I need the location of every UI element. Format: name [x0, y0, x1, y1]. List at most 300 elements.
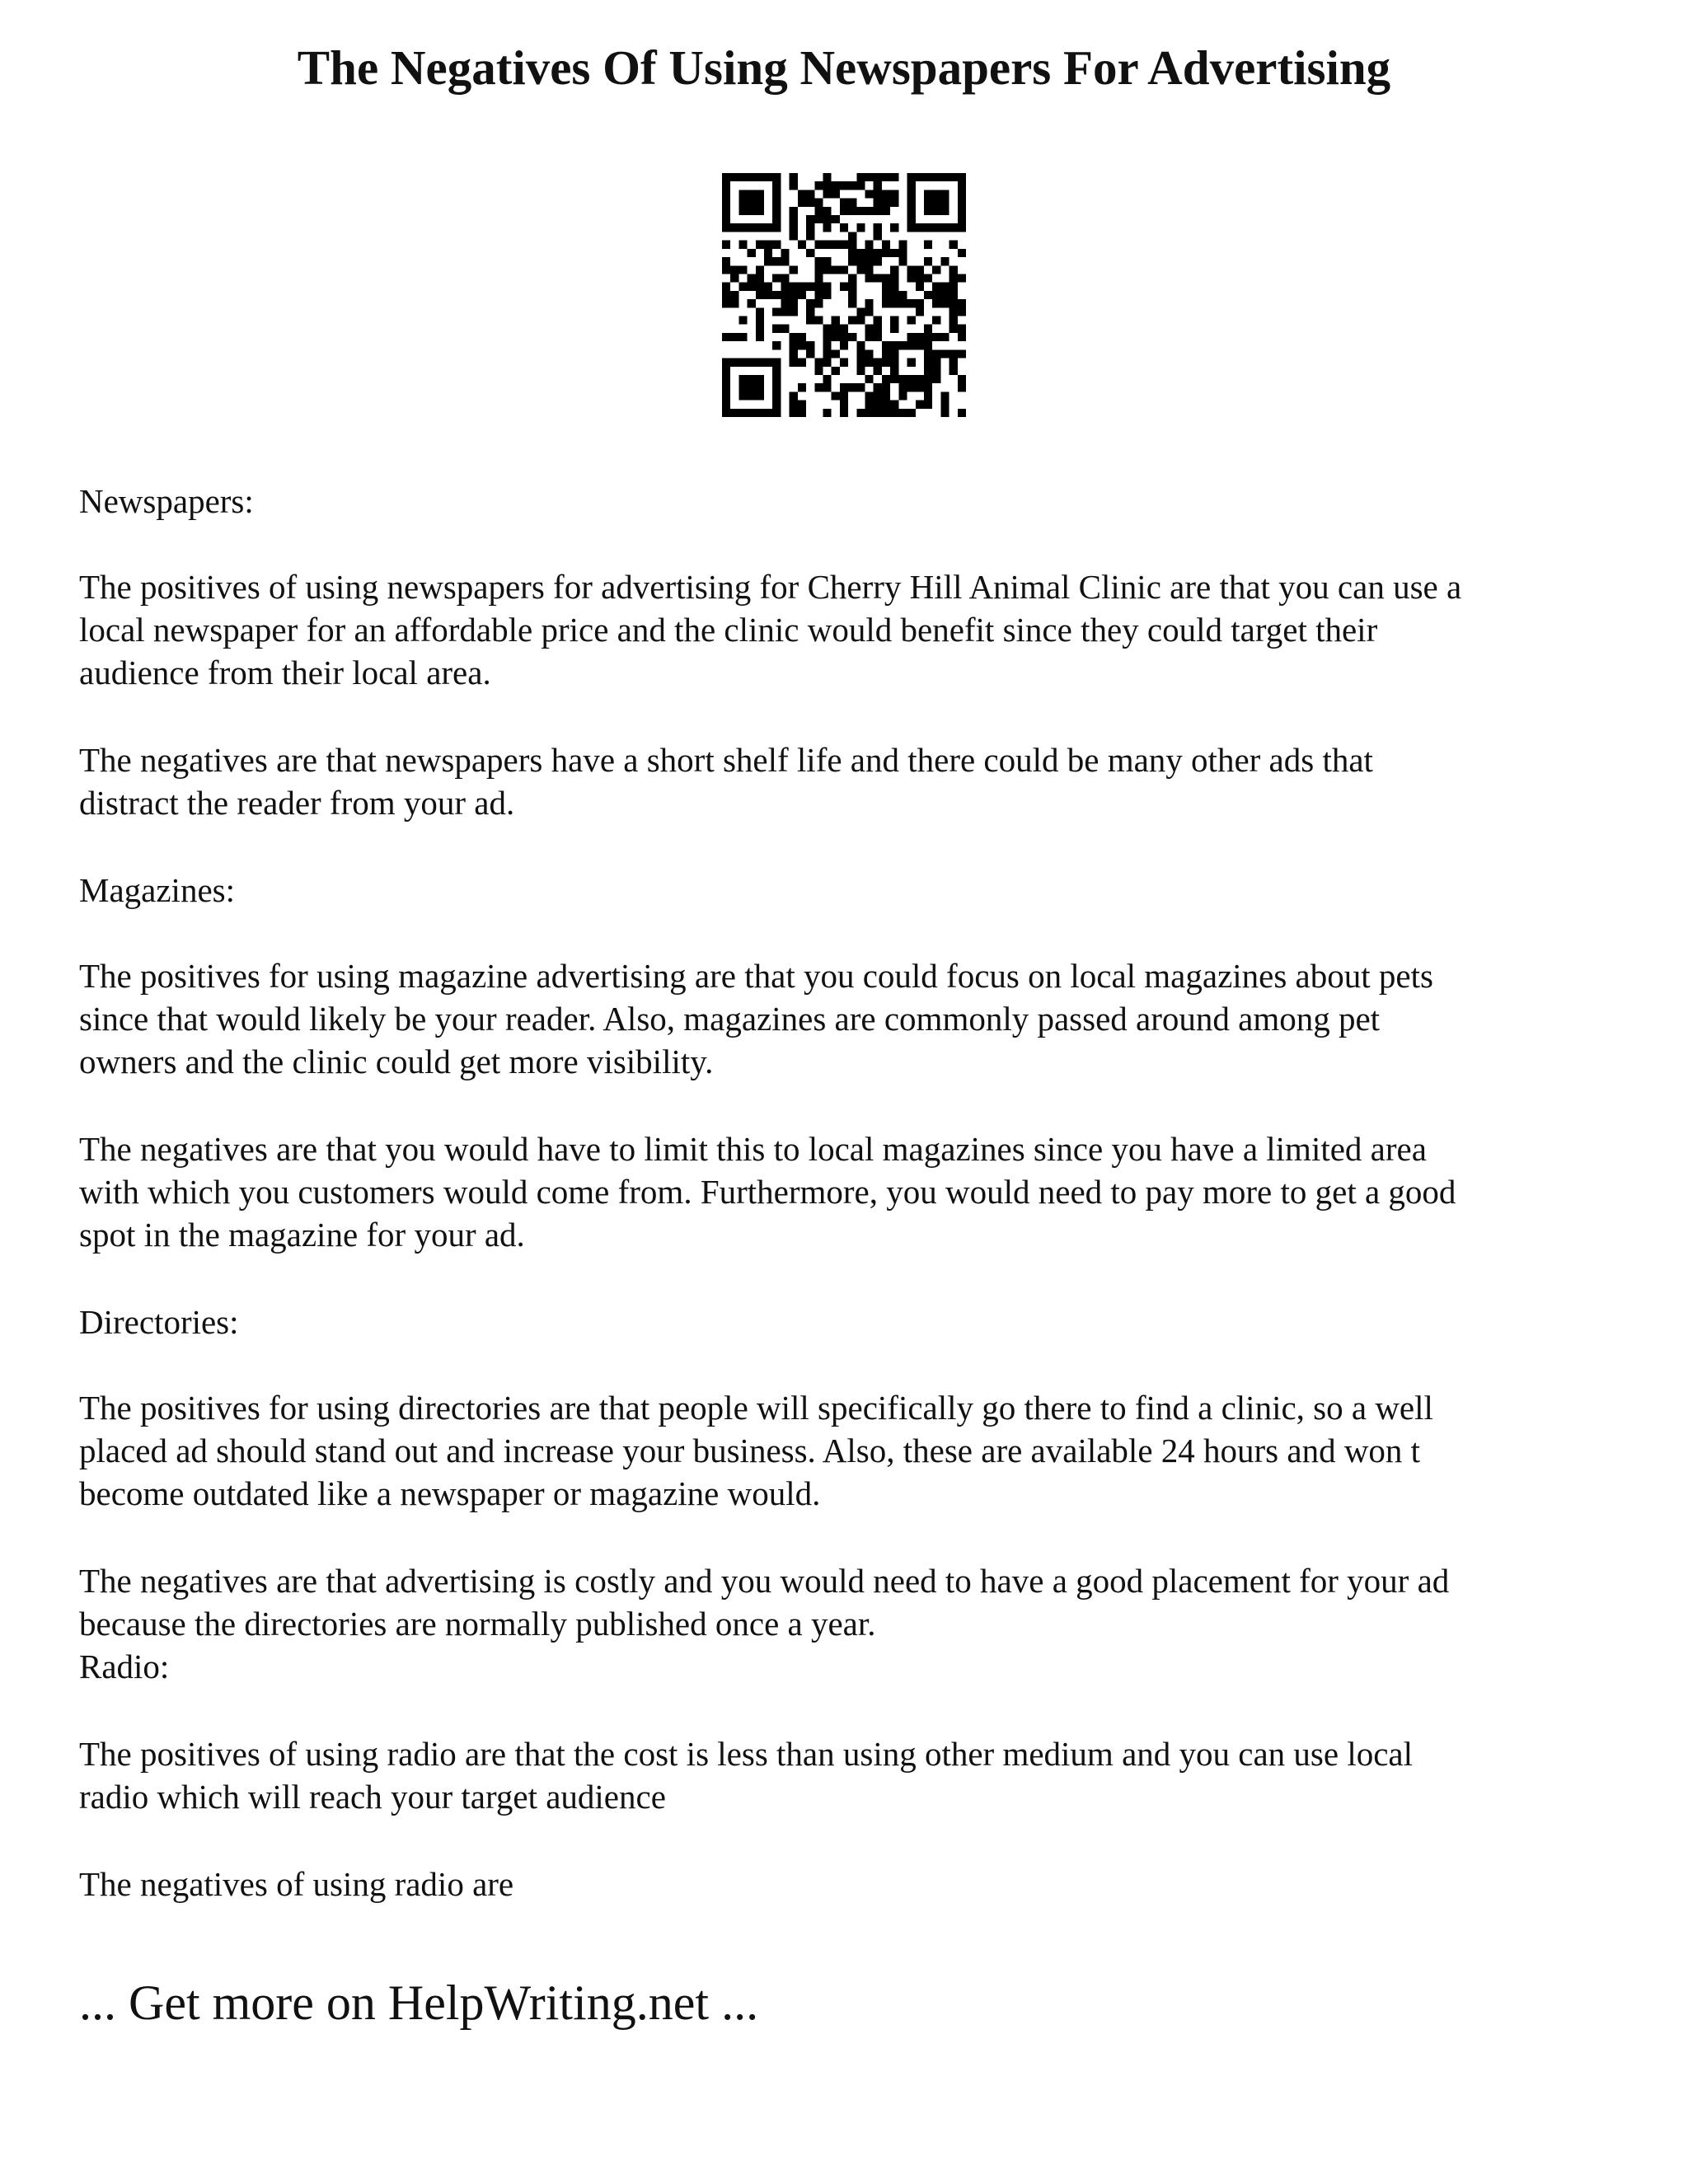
qr-module	[848, 274, 856, 282]
qr-module	[848, 181, 856, 190]
qr-module	[814, 207, 823, 215]
qr-module	[898, 241, 907, 249]
qr-module	[814, 265, 823, 274]
qr-module	[730, 291, 738, 299]
qr-module	[730, 173, 738, 181]
qr-module	[898, 341, 907, 349]
qr-module	[890, 349, 898, 358]
qr-module	[916, 375, 924, 383]
qr-module	[950, 359, 958, 367]
qr-module	[781, 283, 789, 291]
footer-link[interactable]: ... Get more on HelpWriting.net ...	[79, 1975, 759, 2030]
qr-module	[730, 409, 738, 417]
qr-module	[874, 333, 882, 341]
qr-module	[748, 249, 756, 257]
qr-module	[748, 391, 756, 400]
qr-module	[781, 325, 789, 333]
qr-module	[856, 207, 865, 215]
qr-module	[756, 333, 764, 341]
qr-module	[958, 299, 966, 307]
qr-module	[907, 190, 916, 198]
qr-module	[856, 181, 865, 190]
qr-module	[756, 359, 764, 367]
qr-module	[916, 283, 924, 291]
qr-module	[832, 325, 840, 333]
qr-module	[764, 291, 772, 299]
qr-module	[856, 223, 865, 232]
qr-module	[924, 391, 932, 400]
qr-module	[722, 215, 730, 223]
qr-module	[882, 409, 890, 417]
qr-module	[832, 241, 840, 249]
qr-module	[907, 359, 916, 367]
qr-module	[958, 307, 966, 316]
qr-module	[722, 207, 730, 215]
qr-module	[874, 391, 882, 400]
qr-module	[890, 173, 898, 181]
qr-module	[722, 291, 730, 299]
section-heading-magazines	[79, 869, 235, 912]
qr-module	[916, 173, 924, 181]
qr-module	[874, 257, 882, 265]
qr-module	[814, 181, 823, 190]
qr-module	[882, 199, 890, 207]
qr-module	[832, 333, 840, 341]
qr-module	[865, 173, 874, 181]
qr-module	[806, 299, 814, 307]
qr-module	[764, 223, 772, 232]
qr-module	[730, 299, 738, 307]
qr-module	[806, 307, 814, 316]
qr-module	[932, 199, 940, 207]
qr-module	[806, 316, 814, 325]
qr-module	[958, 375, 966, 383]
qr-module	[748, 223, 756, 232]
qr-module	[814, 257, 823, 265]
qr-module	[840, 341, 848, 349]
qr-module	[748, 207, 756, 215]
text-line: with which you customers would come from. Furthermore, you would need to pay more to get a good	[79, 1173, 1456, 1211]
qr-module	[958, 199, 966, 207]
qr-module	[722, 265, 730, 274]
qr-module	[840, 383, 848, 391]
qr-module	[730, 223, 738, 232]
qr-module	[924, 359, 932, 367]
qr-module	[722, 283, 730, 291]
qr-module	[772, 274, 781, 282]
qr-module	[722, 383, 730, 391]
qr-module	[932, 190, 940, 198]
paragraph-newspapers-negatives	[79, 738, 1373, 824]
qr-module	[874, 232, 882, 240]
text-line: The positives of using radio are that the cost is less than using other medium and you can use local	[79, 1735, 1413, 1773]
qr-module	[874, 249, 882, 257]
text-line: because the directories are normally published once a year.	[79, 1605, 876, 1643]
qr-module	[772, 401, 781, 409]
text-line: become outdated like a newspaper or magazine would.	[79, 1474, 821, 1512]
qr-module	[790, 333, 798, 341]
qr-module	[874, 173, 882, 181]
qr-module	[882, 341, 890, 349]
qr-module	[823, 291, 831, 299]
paragraph-newspapers-positives	[79, 565, 1461, 694]
qr-module	[790, 349, 798, 358]
qr-module	[932, 375, 940, 383]
text-line: The positives of using newspapers for advertising for Cherry Hill Animal Clinic are that you can use a	[79, 568, 1462, 606]
qr-module	[882, 299, 890, 307]
qr-module	[882, 190, 890, 198]
qr-module	[856, 307, 865, 316]
qr-module	[882, 249, 890, 257]
qr-module	[940, 409, 949, 417]
qr-module	[865, 349, 874, 358]
qr-module	[907, 173, 916, 181]
qr-module	[840, 223, 848, 232]
qr-module	[856, 265, 865, 274]
qr-module	[772, 409, 781, 417]
qr-module	[790, 359, 798, 367]
qr-module	[790, 307, 798, 316]
qr-module	[840, 199, 848, 207]
qr-module	[756, 375, 764, 383]
text-line: since that would likely be your reader. Also, magazines are commonly passed around among pet	[79, 1000, 1381, 1038]
qr-module	[848, 199, 856, 207]
qr-module	[874, 181, 882, 190]
qr-module	[790, 409, 798, 417]
qr-module	[772, 173, 781, 181]
qr-module	[856, 367, 865, 375]
qr-module	[874, 367, 882, 375]
qr-module	[823, 283, 831, 291]
qr-module	[840, 207, 848, 215]
qr-module	[823, 223, 831, 232]
qr-module	[940, 401, 949, 409]
qr-module	[874, 409, 882, 417]
qr-module	[882, 375, 890, 383]
qr-module	[814, 291, 823, 299]
qr-module	[907, 316, 916, 325]
qr-module	[932, 265, 940, 274]
qr-module	[823, 181, 831, 190]
qr-module	[916, 333, 924, 341]
qr-module	[790, 207, 798, 215]
qr-module	[730, 274, 738, 282]
qr-module	[823, 409, 831, 417]
text-line: The negatives are that newspapers have a short shelf life and there could be many other ads that	[79, 741, 1373, 779]
qr-module	[865, 409, 874, 417]
qr-module	[865, 207, 874, 215]
qr-module	[840, 409, 848, 417]
qr-module	[772, 325, 781, 333]
qr-module	[907, 409, 916, 417]
qr-module	[874, 207, 882, 215]
qr-module	[865, 307, 874, 316]
qr-module	[798, 190, 806, 198]
qr-module	[958, 207, 966, 215]
qr-module	[924, 375, 932, 383]
qr-module	[848, 249, 856, 257]
qr-module	[798, 359, 806, 367]
qr-module	[814, 383, 823, 391]
qr-module	[924, 257, 932, 265]
qr-module	[772, 367, 781, 375]
qr-module	[781, 257, 789, 265]
qr-module	[890, 359, 898, 367]
qr-module	[790, 223, 798, 232]
qr-module	[890, 341, 898, 349]
qr-module	[950, 223, 958, 232]
qr-module	[756, 283, 764, 291]
qr-module	[832, 391, 840, 400]
qr-module	[722, 359, 730, 367]
qr-module	[865, 299, 874, 307]
qr-module	[798, 291, 806, 299]
document-title: The Negatives Of Using Newspapers For Advertising	[297, 40, 1391, 95]
qr-module	[748, 299, 756, 307]
qr-module	[907, 299, 916, 307]
qr-module	[916, 274, 924, 282]
qr-module	[882, 173, 890, 181]
qr-module	[748, 190, 756, 198]
qr-module	[781, 307, 789, 316]
qr-module	[738, 265, 747, 274]
qr-module	[823, 349, 831, 358]
text-line: Magazines:	[79, 871, 235, 909]
qr-module	[856, 341, 865, 349]
qr-module	[924, 401, 932, 409]
qr-module	[856, 173, 865, 181]
qr-module	[924, 291, 932, 299]
qr-module	[748, 274, 756, 282]
qr-module	[756, 316, 764, 325]
qr-module	[806, 232, 814, 240]
qr-module	[832, 349, 840, 358]
qr-module	[924, 367, 932, 375]
qr-module	[738, 359, 747, 367]
qr-module	[722, 223, 730, 232]
qr-module	[806, 341, 814, 349]
qr-module	[916, 223, 924, 232]
qr-module	[924, 333, 932, 341]
text-line: spot in the magazine for your ad.	[79, 1216, 525, 1254]
qr-module	[722, 257, 730, 265]
qr-module	[865, 359, 874, 367]
qr-module	[924, 325, 932, 333]
qr-module	[790, 299, 798, 307]
qr-module	[823, 375, 831, 383]
qr-module	[764, 173, 772, 181]
paragraph-radio-positives	[79, 1732, 1413, 1818]
qr-module	[890, 375, 898, 383]
qr-module	[823, 241, 831, 249]
qr-module	[790, 291, 798, 299]
qr-module	[932, 333, 940, 341]
text-line: distract the reader from your ad.	[79, 784, 515, 822]
qr-module	[840, 265, 848, 274]
qr-module	[722, 173, 730, 181]
qr-module	[840, 325, 848, 333]
qr-module	[772, 207, 781, 215]
qr-module	[738, 375, 747, 383]
qr-module	[840, 241, 848, 249]
qr-module	[882, 291, 890, 299]
qr-module	[756, 307, 764, 316]
qr-module	[738, 391, 747, 400]
qr-module	[958, 383, 966, 391]
qr-module	[790, 181, 798, 190]
qr-module	[772, 375, 781, 383]
qr-module	[781, 274, 789, 282]
qr-module	[924, 349, 932, 358]
qr-module	[958, 333, 966, 341]
qr-module	[764, 249, 772, 257]
text-line: Directories:	[79, 1303, 239, 1341]
text-line: radio which will reach your target audience	[79, 1778, 666, 1816]
qr-module	[932, 359, 940, 367]
qr-module	[874, 359, 882, 367]
qr-module	[890, 190, 898, 198]
qr-module	[940, 173, 949, 181]
qr-module	[848, 299, 856, 307]
qr-module	[865, 333, 874, 341]
qr-module	[856, 349, 865, 358]
qr-module	[890, 401, 898, 409]
section-heading-directories	[79, 1301, 239, 1343]
qr-module	[832, 265, 840, 274]
qr-module	[814, 283, 823, 291]
qr-module	[916, 383, 924, 391]
qr-module	[790, 283, 798, 291]
qr-module	[958, 249, 966, 257]
qr-module	[823, 190, 831, 198]
qr-module	[806, 349, 814, 358]
qr-module	[865, 401, 874, 409]
qr-module	[756, 383, 764, 391]
qr-module	[814, 199, 823, 207]
qr-module	[772, 223, 781, 232]
paragraph-directories-negatives	[79, 1559, 1449, 1688]
text-line: The positives for using magazine advertising are that you could focus on local magazines about pets	[79, 957, 1433, 995]
qr-module	[958, 349, 966, 358]
qr-module	[950, 283, 958, 291]
qr-module	[722, 241, 730, 249]
qr-module	[882, 241, 890, 249]
qr-module	[840, 391, 848, 400]
qr-module	[940, 190, 949, 198]
qr-module	[950, 349, 958, 358]
qr-module	[916, 265, 924, 274]
qr-module	[772, 241, 781, 249]
qr-module	[823, 325, 831, 333]
qr-module	[890, 249, 898, 257]
qr-module	[932, 283, 940, 291]
qr-module	[874, 190, 882, 198]
qr-module	[890, 367, 898, 375]
qr-module	[823, 333, 831, 341]
qr-module	[874, 401, 882, 409]
qr-module	[890, 223, 898, 232]
qr-module	[738, 199, 747, 207]
qr-module	[748, 173, 756, 181]
qr-module	[814, 274, 823, 282]
qr-module	[907, 274, 916, 282]
qr-module	[748, 283, 756, 291]
qr-module	[874, 325, 882, 333]
qr-module	[823, 207, 831, 215]
qr-module	[950, 299, 958, 307]
qr-module	[748, 199, 756, 207]
qr-module	[865, 241, 874, 249]
qr-module	[730, 333, 738, 341]
text-line: The positives for using directories are that people will specifically go there to find a clinic, so a well	[79, 1389, 1433, 1427]
qr-module	[781, 291, 789, 299]
qr-module	[722, 199, 730, 207]
qr-module	[748, 375, 756, 383]
qr-module	[806, 283, 814, 291]
qr-module	[806, 249, 814, 257]
qr-module	[907, 375, 916, 383]
qr-module	[756, 274, 764, 282]
qr-module	[940, 333, 949, 341]
qr-module	[907, 383, 916, 391]
qr-module	[840, 181, 848, 190]
qr-module	[823, 383, 831, 391]
qr-module	[790, 391, 798, 400]
qr-module	[882, 274, 890, 282]
qr-module	[772, 257, 781, 265]
qr-module	[916, 401, 924, 409]
qr-module	[950, 291, 958, 299]
qr-module	[848, 291, 856, 299]
qr-module	[890, 274, 898, 282]
qr-module	[856, 409, 865, 417]
text-line: The negatives are that you would have to limit this to local magazines since you have a limited area	[79, 1130, 1427, 1168]
qr-module	[890, 291, 898, 299]
qr-module	[764, 409, 772, 417]
qr-module	[848, 333, 856, 341]
qr-module	[916, 299, 924, 307]
qr-module	[772, 341, 781, 349]
qr-module	[823, 173, 831, 181]
section-heading-newspapers	[79, 480, 254, 523]
qr-module	[823, 215, 831, 223]
qr-module	[898, 391, 907, 400]
qr-module	[932, 291, 940, 299]
qr-module	[940, 207, 949, 215]
qr-module	[832, 190, 840, 198]
qr-module	[865, 257, 874, 265]
qr-module	[924, 207, 932, 215]
qr-module	[848, 232, 856, 240]
qr-module	[907, 333, 916, 341]
qr-module	[764, 257, 772, 265]
qr-module	[832, 367, 840, 375]
qr-module	[865, 391, 874, 400]
qr-module	[932, 299, 940, 307]
qr-module	[772, 359, 781, 367]
qr-module	[738, 207, 747, 215]
qr-module	[722, 367, 730, 375]
qr-module	[958, 274, 966, 282]
qr-module	[840, 333, 848, 341]
qr-module	[790, 341, 798, 349]
qr-module	[856, 316, 865, 325]
qr-module	[748, 409, 756, 417]
qr-module	[798, 409, 806, 417]
qr-module	[832, 181, 840, 190]
qr-module	[798, 199, 806, 207]
qr-module	[924, 383, 932, 391]
